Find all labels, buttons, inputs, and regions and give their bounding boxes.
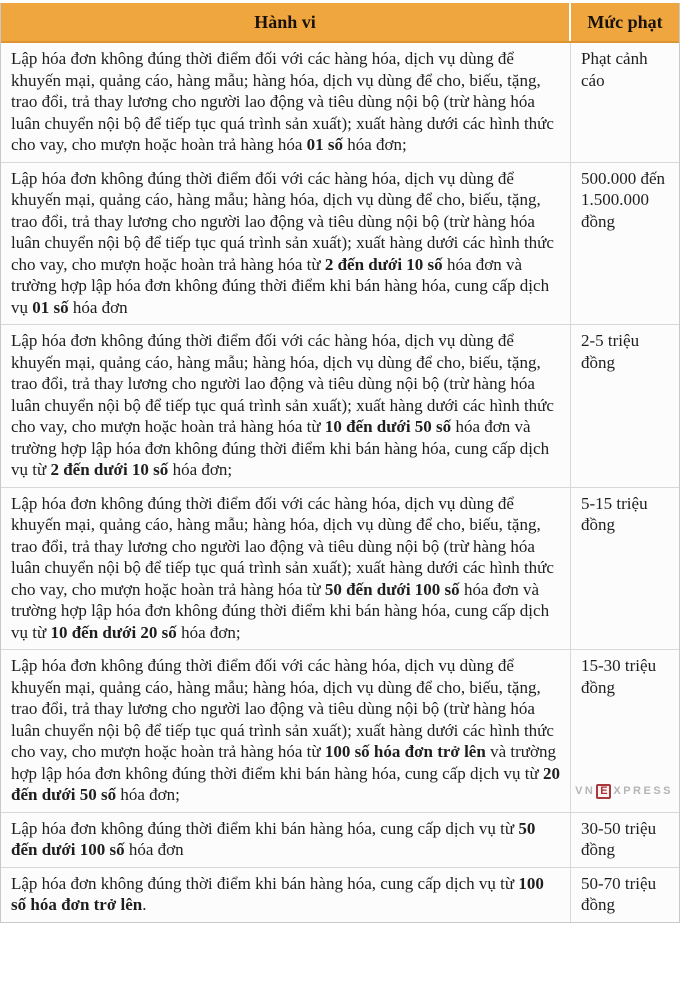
behavior-text-segment: Lập hóa đơn không đúng thời điểm đối với các hàng hóa, dịch vụ dùng để khuyến mại, quảng cáo, hàng mẫu; hàng hóa, dịch vụ dùng để cho, biếu, tặng, trao đổi, trả thay lương cho người lao động và tiêu dùng nội bộ (trừ hàng hóa luân chuyển nội bộ để tiếp tục quá trình sản xuất); xuất hàng dưới các hình thức cho vay, cho mượn hoặc hoàn trả hàng hóa từ <box>11 656 554 761</box>
behavior-text-segment: hóa đơn và trường hợp lập hóa đơn không đúng thời điểm khi bán hàng hóa, cung cấp dịch vụ <box>11 254 550 317</box>
column-header-fine: Mức phạt <box>587 12 663 32</box>
fine-cell <box>571 163 679 325</box>
behavior-text-segment: Lập hóa đơn không đúng thời điểm khi bán hàng hóa, cung cấp dịch vụ từ <box>11 873 519 893</box>
behavior-cell <box>1 868 571 922</box>
behavior-bold-segment: 100 số hóa đơn trở lên <box>324 742 486 761</box>
behavior-text-segment: hóa đơn <box>124 840 184 859</box>
behavior-bold-segment: 20 đến dưới 50 số <box>11 763 560 804</box>
behavior-bold-segment: 01 số <box>32 297 69 317</box>
fine-cell <box>571 868 679 922</box>
behavior-text-segment: và trường hợp lập hóa đơn không đúng thời điểm khi bán hàng hóa, cung cấp dịch vụ từ <box>11 742 556 783</box>
behavior-text-segment: hóa đơn và trường hợp lập hóa đơn không đúng thời điểm khi bán hàng hóa, cung cấp dịch vụ từ <box>11 417 550 479</box>
table-row <box>1 324 679 487</box>
behavior-bold-segment: 10 đến dưới 20 số <box>50 622 177 642</box>
fine-cell <box>571 43 679 162</box>
behavior-text-segment: Lập hóa đơn không đúng thời điểm đối với các hàng hóa, dịch vụ dùng để khuyến mại, quảng cáo, hàng mẫu; hàng hóa, dịch vụ dùng để cho, biếu, tặng, trao đổi, trả thay lương cho người lao động và tiêu dùng nội bộ (trừ hàng hóa luân chuyển nội bộ để tiếp tục quá trình sản xuất); xuất hàng dưới các hình thức cho vay, cho mượn hoặc hoàn trả hàng hóa từ <box>11 331 554 436</box>
fine-cell <box>571 488 679 650</box>
fine-cell <box>571 813 679 867</box>
table-row <box>1 867 679 922</box>
behavior-text-segment: hóa đơn và trường hợp lập hóa đơn không đúng thời điểm khi bán hàng hóa, cung cấp dịch vụ từ <box>11 579 550 642</box>
fine-text: 50-70 triệu đồng <box>581 873 657 914</box>
fine-text: 15-30 triệu đồng <box>581 656 657 697</box>
behavior-text-segment: hóa đơn; <box>116 785 180 804</box>
behavior-cell <box>1 325 571 487</box>
fine-text: 500.000 đến 1.500.000 đồng <box>581 168 666 231</box>
behavior-text-segment: Lập hóa đơn không đúng thời điểm đối với các hàng hóa, dịch vụ dùng để khuyến mại, quảng cáo, hàng mẫu; hàng hóa, dịch vụ dùng để cho, biếu, tặng, trao đổi, trả thay lương cho người lao động và tiêu dùng nội bộ (trừ hàng hóa luân chuyển nội bộ để tiếp tục quá trình sản xuất); xuất hàng dưới các hình thức cho vay, cho mượn hoặc hoàn trả hàng hóa từ <box>11 168 554 274</box>
behavior-bold-segment: 50 đến dưới 100 số <box>11 818 536 859</box>
watermark-text-xpress: XPRESS <box>613 785 673 797</box>
table-row <box>1 812 679 867</box>
fine-cell <box>571 650 679 812</box>
behavior-text-segment: Lập hóa đơn không đúng thời điểm khi bán hàng hóa, cung cấp dịch vụ từ <box>11 818 519 838</box>
table-row <box>1 162 679 325</box>
fine-text: 30-50 triệu đồng <box>581 818 657 859</box>
behavior-bold-segment: 100 số hóa đơn trở lên <box>11 873 544 914</box>
behavior-bold-segment: 50 đến dưới 100 số <box>324 579 460 599</box>
behavior-text-segment: Lập hóa đơn không đúng thời điểm đối với các hàng hóa, dịch vụ dùng để khuyến mại, quảng cáo, hàng mẫu; hàng hóa, dịch vụ dùng để cho, biếu, tặng, trao đổi, trả thay lương cho người lao động và tiêu dùng nội bộ (trừ hàng hóa luân chuyển nội bộ để tiếp tục quá trình sản xuất); xuất hàng dưới các hình thức cho vay, cho mượn hoặc hoàn trả hàng hóa từ <box>11 493 554 599</box>
behavior-text-segment: hóa đơn; <box>343 135 407 154</box>
fine-text: Phạt cảnh cáo <box>581 49 648 90</box>
penalty-table <box>0 3 680 923</box>
behavior-text-segment: Lập hóa đơn không đúng thời điểm đối với các hàng hóa, dịch vụ dùng để khuyến mại, quảng cáo, hàng mẫu; hàng hóa, dịch vụ dùng để cho, biếu, tặng, trao đổi, trả thay lương cho người lao động và tiêu dùng nội bộ (trừ hàng hóa luân chuyển nội bộ để tiếp tục quá trình sản xuất); xuất hàng dưới các hình thức cho vay, cho mượn hoặc hoàn trả hàng hóa <box>11 49 554 154</box>
behavior-text-segment: hóa đơn; <box>168 460 233 479</box>
behavior-cell <box>1 163 571 325</box>
behavior-cell <box>1 488 571 650</box>
table-header-row <box>1 3 679 43</box>
fine-text: 5-15 triệu đồng <box>581 493 648 534</box>
vnexpress-watermark <box>575 781 673 803</box>
behavior-cell <box>1 813 571 867</box>
behavior-cell <box>1 43 571 162</box>
table-body <box>1 43 679 922</box>
table-row <box>1 487 679 650</box>
behavior-bold-segment: 10 đến dưới 50 số <box>324 417 452 436</box>
behavior-bold-segment: 2 đến dưới 10 số <box>50 460 169 479</box>
column-header-behavior: Hành vi <box>1 3 571 41</box>
behavior-bold-segment: 01 số <box>306 135 343 154</box>
watermark-text-vn: VN <box>575 785 596 797</box>
table-row <box>1 649 679 812</box>
fine-text: 2-5 triệu đồng <box>581 331 640 372</box>
table-row <box>1 43 679 162</box>
behavior-text-segment: hóa đơn <box>68 297 128 317</box>
vnexpress-logo-icon: E <box>596 784 611 799</box>
fine-cell <box>571 325 679 487</box>
behavior-cell <box>1 650 571 812</box>
behavior-text-segment: . <box>142 895 147 914</box>
behavior-text-segment: hóa đơn; <box>176 622 241 642</box>
behavior-bold-segment: 2 đến dưới 10 số <box>324 254 443 274</box>
